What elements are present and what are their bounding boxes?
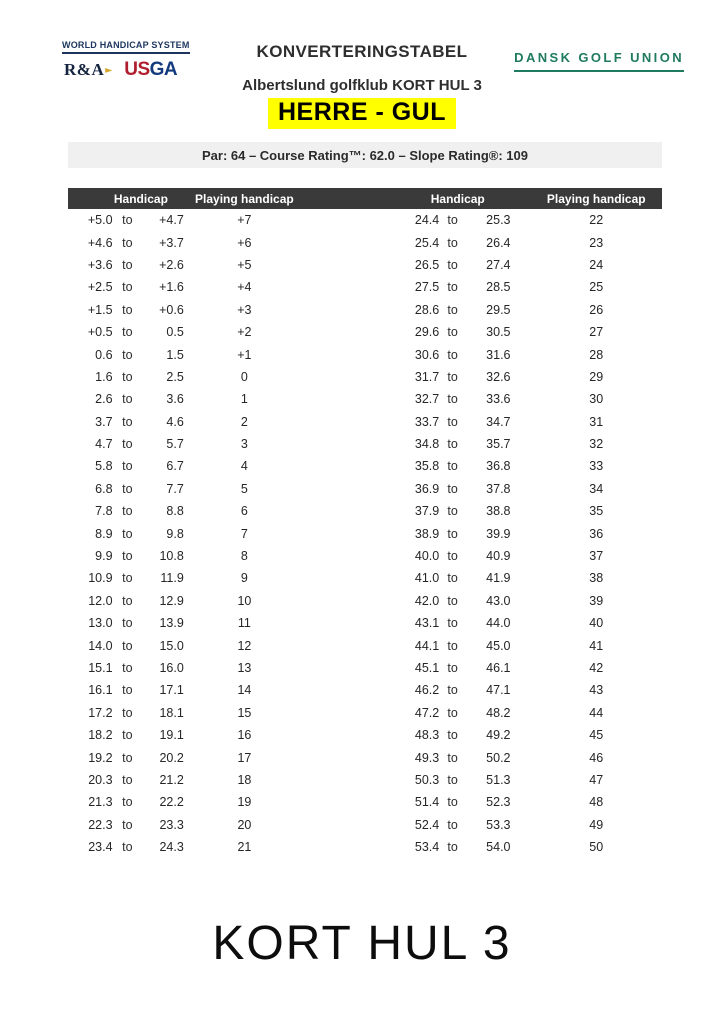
to-label: to xyxy=(122,235,133,250)
table-row xyxy=(68,366,662,388)
handicap-to: 46.1 xyxy=(486,661,511,675)
handicap-to: 1.5 xyxy=(166,347,184,362)
table-row xyxy=(68,478,662,500)
handicap-to: 19.1 xyxy=(159,728,184,743)
to-label: to xyxy=(447,459,458,474)
playing-handicap: 13 xyxy=(237,661,252,675)
handicap-from: 50.3 xyxy=(414,772,440,787)
to-label: to xyxy=(122,459,133,474)
handicap-to: 24.3 xyxy=(159,840,184,855)
table-row xyxy=(68,231,662,253)
playing-handicap: 14 xyxy=(237,683,252,698)
playing-handicap: 50 xyxy=(589,840,604,855)
handicap-from: 3.7 xyxy=(95,414,113,429)
playing-handicap: 6 xyxy=(240,504,248,519)
playing-handicap: 23 xyxy=(589,235,604,250)
to-label: to xyxy=(447,392,458,407)
header-playing-right: Playing handicap xyxy=(546,191,646,206)
ratings-bar xyxy=(68,142,662,168)
ra-logo xyxy=(64,60,112,80)
handicap-to: 6.7 xyxy=(166,459,184,474)
handicap-to: 16.0 xyxy=(159,661,184,675)
playing-handicap: 45 xyxy=(589,728,604,743)
conversion-table xyxy=(68,188,662,858)
playing-handicap: +4 xyxy=(237,280,252,295)
to-label: to xyxy=(122,728,133,743)
to-label: to xyxy=(122,302,133,317)
handicap-to: 13.9 xyxy=(159,616,184,631)
handicap-from: 15.1 xyxy=(88,661,113,675)
handicap-to: 5.7 xyxy=(166,437,184,452)
playing-handicap: +1 xyxy=(237,347,252,362)
handicap-to: 29.5 xyxy=(486,302,511,317)
dgu-logo: DANSK GOLF UNION xyxy=(514,50,684,72)
table-row xyxy=(68,545,662,567)
handicap-from: 4.7 xyxy=(95,437,113,452)
handicap-from: 9.9 xyxy=(95,549,113,564)
to-label: to xyxy=(122,526,133,541)
playing-handicap: 30 xyxy=(589,392,604,407)
usga-logo-ga: GA xyxy=(149,59,178,80)
to-label: to xyxy=(122,504,133,519)
to-label: to xyxy=(447,213,458,228)
playing-handicap: 3 xyxy=(240,437,248,452)
to-label: to xyxy=(122,705,133,720)
playing-handicap: 32 xyxy=(589,437,604,452)
handicap-to: 38.8 xyxy=(486,504,511,519)
to-label: to xyxy=(122,772,133,787)
playing-handicap: 29 xyxy=(589,369,604,384)
to-label: to xyxy=(122,638,133,653)
playing-handicap: 28 xyxy=(589,347,604,362)
handicap-to: 10.8 xyxy=(159,549,184,564)
table-row xyxy=(68,567,662,589)
page-title: KONVERTERINGSTABEL xyxy=(256,42,468,61)
handicap-to: 48.2 xyxy=(486,705,511,720)
playing-handicap: +5 xyxy=(237,257,252,272)
playing-handicap: 21 xyxy=(237,840,252,855)
playing-handicap: 33 xyxy=(589,459,604,474)
handicap-from: 49.3 xyxy=(414,750,440,765)
to-label: to xyxy=(447,795,458,810)
handicap-to: 0.5 xyxy=(166,325,184,340)
header-handicap-left: Handicap xyxy=(113,191,168,206)
handicap-to: 37.8 xyxy=(486,481,511,496)
playing-handicap: 37 xyxy=(589,549,604,564)
to-label: to xyxy=(447,504,458,519)
footer-course-title: KORT HUL 3 xyxy=(212,917,512,970)
table-row xyxy=(68,209,662,231)
handicap-to: 40.9 xyxy=(486,549,511,564)
handicap-from: 51.4 xyxy=(414,795,440,810)
to-label: to xyxy=(447,593,458,608)
table-row xyxy=(68,814,662,836)
playing-handicap: 8 xyxy=(240,549,248,564)
handicap-from: 52.4 xyxy=(414,817,440,832)
to-label: to xyxy=(447,235,458,250)
handicap-from: 43.1 xyxy=(414,616,440,631)
handicap-to: 22.2 xyxy=(159,795,184,810)
handicap-to: 30.5 xyxy=(486,325,511,340)
handicap-to: 9.8 xyxy=(166,526,184,541)
handicap-from: 1.6 xyxy=(95,369,113,384)
handicap-from: 17.2 xyxy=(88,705,113,720)
handicap-to: 26.4 xyxy=(486,235,511,250)
to-label: to xyxy=(447,571,458,586)
handicap-from: 24.4 xyxy=(414,213,440,228)
playing-handicap: 0 xyxy=(240,369,248,384)
handicap-to: 32.6 xyxy=(486,369,511,384)
handicap-to: 39.9 xyxy=(486,526,511,541)
handicap-from: 41.0 xyxy=(414,571,440,586)
handicap-from: 27.5 xyxy=(414,280,440,295)
handicap-from: 20.3 xyxy=(88,772,113,787)
playing-handicap: 35 xyxy=(589,504,604,519)
handicap-from: 22.3 xyxy=(88,817,113,832)
to-label: to xyxy=(447,728,458,743)
to-label: to xyxy=(122,437,133,452)
table-row xyxy=(68,702,662,724)
handicap-from: 6.8 xyxy=(95,481,113,496)
to-label: to xyxy=(447,481,458,496)
to-label: to xyxy=(447,302,458,317)
playing-handicap: +2 xyxy=(237,325,252,340)
playing-handicap: +6 xyxy=(237,235,252,250)
handicap-from: 33.7 xyxy=(414,414,440,429)
playing-handicap: 18 xyxy=(237,772,252,787)
handicap-to: 31.6 xyxy=(486,347,511,362)
playing-handicap: 44 xyxy=(589,705,604,720)
handicap-from: 34.8 xyxy=(414,437,440,452)
handicap-to: 33.6 xyxy=(486,392,511,407)
handicap-from: 8.9 xyxy=(95,526,113,541)
playing-handicap: 19 xyxy=(237,795,252,810)
handicap-to: 23.3 xyxy=(159,817,184,832)
playing-handicap: 15 xyxy=(237,705,252,720)
handicap-to: 18.1 xyxy=(159,705,184,720)
handicap-from: 25.4 xyxy=(414,235,440,250)
to-label: to xyxy=(447,369,458,384)
handicap-from: 45.1 xyxy=(414,661,440,675)
to-label: to xyxy=(122,481,133,496)
playing-handicap: 46 xyxy=(589,750,604,765)
playing-handicap: 5 xyxy=(240,481,248,496)
ratings-text: Par: 64 – Course Rating™: 62.0 – Slope Rating®: 109 xyxy=(201,147,528,163)
handicap-from: 44.1 xyxy=(414,638,440,653)
category-highlight: HERRE - GUL xyxy=(268,98,456,129)
playing-handicap: 11 xyxy=(237,616,251,631)
to-label: to xyxy=(447,437,458,452)
to-label: to xyxy=(447,414,458,429)
playing-handicap: 1 xyxy=(240,392,248,407)
playing-handicap: 25 xyxy=(589,280,604,295)
handicap-from: +1.5 xyxy=(87,302,113,317)
table-row xyxy=(68,500,662,522)
handicap-to: 45.0 xyxy=(486,638,511,653)
table-row xyxy=(68,388,662,410)
to-label: to xyxy=(122,414,133,429)
header-handicap-right: Handicap xyxy=(430,191,485,206)
playing-handicap: 12 xyxy=(237,638,252,653)
handicap-to: 44.0 xyxy=(486,616,511,631)
handicap-from: 42.0 xyxy=(414,593,440,608)
to-label: to xyxy=(122,549,133,564)
handicap-from: 16.1 xyxy=(88,683,113,698)
handicap-to: 11.9 xyxy=(160,571,184,586)
handicap-from: 47.2 xyxy=(414,705,440,720)
playing-handicap: 48 xyxy=(589,795,604,810)
playing-handicap: 47 xyxy=(589,772,604,787)
handicap-from: 40.0 xyxy=(414,549,440,564)
table-row xyxy=(68,679,662,701)
handicap-from: 36.9 xyxy=(414,481,440,496)
handicap-to: 4.6 xyxy=(166,414,184,429)
playing-handicap: 7 xyxy=(240,526,248,541)
handicap-to: 28.5 xyxy=(486,280,511,295)
playing-handicap: 26 xyxy=(589,302,604,317)
playing-handicap: 36 xyxy=(589,526,604,541)
handicap-to: 51.3 xyxy=(486,772,511,787)
playing-handicap: 31 xyxy=(589,414,604,429)
handicap-to: +3.7 xyxy=(159,235,184,250)
playing-handicap: 16 xyxy=(237,728,252,743)
to-label: to xyxy=(447,347,458,362)
to-label: to xyxy=(122,369,133,384)
handicap-from: 31.7 xyxy=(414,369,440,384)
playing-handicap: 9 xyxy=(240,571,248,586)
handicap-from: 0.6 xyxy=(95,347,113,362)
to-label: to xyxy=(447,257,458,272)
to-label: to xyxy=(447,549,458,564)
table-header xyxy=(68,188,662,209)
ra-flag-icon xyxy=(105,68,112,75)
handicap-from: 53.4 xyxy=(414,840,440,855)
playing-handicap: 20 xyxy=(237,817,252,832)
to-label: to xyxy=(447,772,458,787)
handicap-to: 21.2 xyxy=(159,772,184,787)
playing-handicap: 27 xyxy=(589,325,604,340)
to-label: to xyxy=(447,750,458,765)
handicap-from: 23.4 xyxy=(88,840,113,855)
playing-handicap: 42 xyxy=(589,661,604,675)
to-label: to xyxy=(122,325,133,340)
handicap-from: 29.6 xyxy=(414,325,440,340)
to-label: to xyxy=(122,571,133,586)
handicap-to: +0.6 xyxy=(159,302,184,317)
table-row xyxy=(68,343,662,365)
to-label: to xyxy=(122,392,133,407)
handicap-to: 17.1 xyxy=(159,683,184,698)
handicap-from: 28.6 xyxy=(414,302,440,317)
table-row xyxy=(68,455,662,477)
handicap-from: 46.2 xyxy=(414,683,440,698)
handicap-from: 12.0 xyxy=(88,593,113,608)
to-label: to xyxy=(122,750,133,765)
club-subtitle: Albertslund golfklub KORT HUL 3 xyxy=(242,77,482,94)
playing-handicap: 22 xyxy=(589,213,604,228)
table-row xyxy=(68,836,662,858)
playing-handicap: 10 xyxy=(237,593,252,608)
handicap-from: 14.0 xyxy=(88,638,113,653)
handicap-to: 2.5 xyxy=(166,369,184,384)
to-label: to xyxy=(122,616,133,631)
handicap-to: 43.0 xyxy=(486,593,511,608)
to-label: to xyxy=(122,840,133,855)
playing-handicap: 4 xyxy=(240,459,248,474)
table-row xyxy=(68,657,662,679)
playing-handicap: 40 xyxy=(589,616,604,631)
handicap-to: 35.7 xyxy=(486,437,511,452)
handicap-to: 36.8 xyxy=(486,459,511,474)
table-row xyxy=(68,321,662,343)
playing-handicap: 43 xyxy=(589,683,604,698)
to-label: to xyxy=(122,683,133,698)
table-row xyxy=(68,276,662,298)
handicap-to: 50.2 xyxy=(486,750,511,765)
ra-logo-text: R&A xyxy=(64,60,105,79)
handicap-from: 21.3 xyxy=(88,795,113,810)
handicap-from: 18.2 xyxy=(88,728,113,743)
table-row xyxy=(68,634,662,656)
table-row xyxy=(68,433,662,455)
playing-handicap: 39 xyxy=(589,593,604,608)
handicap-from: 13.0 xyxy=(88,616,113,631)
table-row xyxy=(68,411,662,433)
handicap-to: 8.8 xyxy=(166,504,184,519)
to-label: to xyxy=(447,280,458,295)
handicap-from: +4.6 xyxy=(87,235,113,250)
to-label: to xyxy=(122,795,133,810)
handicap-to: 3.6 xyxy=(166,392,184,407)
handicap-to: 52.3 xyxy=(486,795,511,810)
handicap-from: 30.6 xyxy=(414,347,440,362)
handicap-to: 7.7 xyxy=(166,481,184,496)
handicap-to: 27.4 xyxy=(486,257,511,272)
playing-handicap: +3 xyxy=(237,302,252,317)
handicap-to: 41.9 xyxy=(486,571,511,586)
to-label: to xyxy=(122,661,133,675)
playing-handicap: 34 xyxy=(589,481,604,496)
table-row xyxy=(68,724,662,746)
handicap-to: 53.3 xyxy=(486,817,511,832)
handicap-from: +0.5 xyxy=(87,325,113,340)
to-label: to xyxy=(447,638,458,653)
table-row xyxy=(68,612,662,634)
handicap-from: 48.3 xyxy=(414,728,440,743)
handicap-from: 32.7 xyxy=(414,392,440,407)
to-label: to xyxy=(122,257,133,272)
to-label: to xyxy=(122,280,133,295)
handicap-to: 34.7 xyxy=(486,414,511,429)
handicap-to: +2.6 xyxy=(159,257,184,272)
handicap-to: 54.0 xyxy=(486,840,511,855)
handicap-to: 25.3 xyxy=(486,213,511,228)
handicap-from: +2.5 xyxy=(87,280,113,295)
playing-handicap: 41 xyxy=(589,638,604,653)
to-label: to xyxy=(447,705,458,720)
handicap-from: 10.9 xyxy=(88,571,113,586)
handicap-to: 47.1 xyxy=(486,683,511,698)
to-label: to xyxy=(447,325,458,340)
handicap-from: 19.2 xyxy=(88,750,113,765)
handicap-to: 20.2 xyxy=(159,750,184,765)
playing-handicap: 2 xyxy=(240,414,248,429)
handicap-from: 37.9 xyxy=(414,504,440,519)
handicap-from: 2.6 xyxy=(95,392,113,407)
handicap-from: 35.8 xyxy=(414,459,440,474)
to-label: to xyxy=(122,817,133,832)
table-row xyxy=(68,522,662,544)
handicap-from: 38.9 xyxy=(414,526,440,541)
title-block xyxy=(150,42,574,129)
to-label: to xyxy=(122,593,133,608)
playing-handicap: 49 xyxy=(589,817,604,832)
table-rows xyxy=(68,209,662,858)
table-row xyxy=(68,746,662,768)
handicap-to: +4.7 xyxy=(159,213,184,228)
handicap-to: 12.9 xyxy=(159,593,184,608)
handicap-from: 5.8 xyxy=(95,459,113,474)
to-label: to xyxy=(447,526,458,541)
to-label: to xyxy=(447,616,458,631)
playing-handicap: +7 xyxy=(237,213,252,228)
handicap-from: 26.5 xyxy=(414,257,440,272)
to-label: to xyxy=(447,661,458,675)
to-label: to xyxy=(447,683,458,698)
handicap-to: +1.6 xyxy=(159,280,184,295)
handicap-from: +3.6 xyxy=(87,257,113,272)
handicap-to: 49.2 xyxy=(486,728,511,743)
table-row xyxy=(68,254,662,276)
playing-handicap: 24 xyxy=(589,257,604,272)
handicap-from: 7.8 xyxy=(95,504,113,519)
playing-handicap: 17 xyxy=(237,750,252,765)
table-row xyxy=(68,590,662,612)
whs-logo-title: WORLD HANDICAP SYSTEM xyxy=(62,40,190,54)
to-label: to xyxy=(447,840,458,855)
playing-handicap: 38 xyxy=(589,571,604,586)
table-row xyxy=(68,299,662,321)
to-label: to xyxy=(447,817,458,832)
table-row xyxy=(68,769,662,791)
handicap-from: +5.0 xyxy=(87,213,113,228)
handicap-to: 15.0 xyxy=(159,638,184,653)
table-row xyxy=(68,791,662,813)
usga-logo-us: US xyxy=(124,59,150,80)
header-playing-left: Playing handicap xyxy=(195,191,294,206)
to-label: to xyxy=(122,213,133,228)
to-label: to xyxy=(122,347,133,362)
